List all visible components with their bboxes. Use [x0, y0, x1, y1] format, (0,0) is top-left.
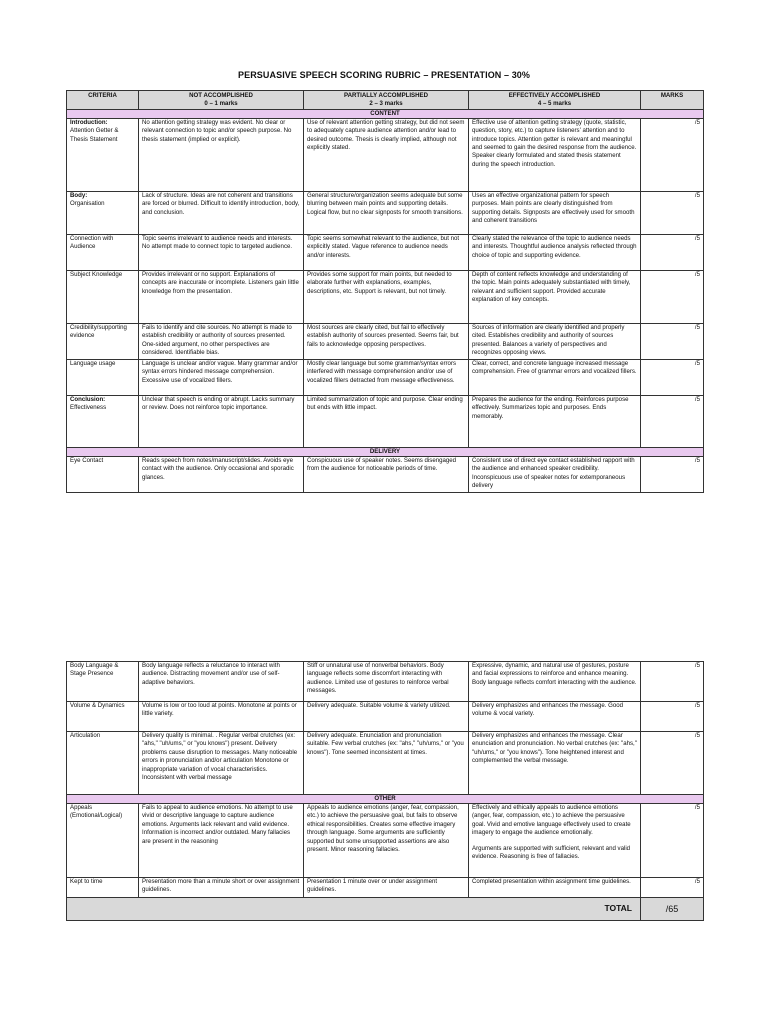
marks-cell: /5	[641, 359, 704, 395]
partially-accomplished-cell: Mostly clear language but some grammar/syntax errors interfered with message comprehension and/or use of vocalized fillers detracted from message effectiveness.	[304, 359, 469, 395]
effectively-accomplished-cell: Uses an effective organizational pattern for speech purposes. Main points are clearly distinguished from supporting details. Signposts are effectively used for smooth and coherent transitions	[469, 191, 641, 234]
effectively-accomplished-cell: Delivery emphasizes and enhances the message. Good volume & vocal variety.	[469, 702, 641, 732]
rubric-table-part-1	[66, 90, 704, 493]
criteria-cell	[67, 118, 139, 191]
partially-accomplished-cell: Limited summarization of topic and purpose. Clear ending but ends with little impact.	[304, 395, 469, 447]
section-row-content	[67, 109, 704, 118]
criteria-cell	[67, 191, 139, 234]
criteria-cell	[67, 395, 139, 447]
criteria-label: Attention Getter & Thesis Statement	[70, 127, 119, 143]
marks-cell: /5	[641, 234, 704, 270]
section-label-delivery: DELIVERY	[67, 447, 704, 456]
effectively-accomplished-marks: 4 – 5 marks	[537, 100, 572, 108]
not-accomplished-cell: Delivery quality is minimal. . Regular verbal crutches (ex: "ahs," "uh/ums," or "you knows") present. Delivery problems cause disruption to messages. Many noticeable errors in pronunciation and/or articulation Monotone or inappropriate variation of vocal characteristics. Inconsistent with verbal message	[139, 732, 304, 795]
marks-cell: /5	[641, 804, 704, 878]
partially-accomplished-cell: General structure/organization seems adequate but some blurring between main points and supporting details. Logical flow, but no clear signposts for smooth transitions.	[304, 191, 469, 234]
effectively-accomplished-label: EFFECTIVELY ACCOMPLISHED	[508, 92, 601, 99]
criteria-cell: Volume & Dynamics	[67, 702, 139, 732]
effectively-accomplished-cell: Sources of information are clearly identified and properly cited. Establishes credibility and authority of sources presented. Balances a variety of perspectives and recognizes opposing views.	[469, 323, 641, 359]
partially-accomplished-marks: 2 – 3 marks	[369, 100, 403, 108]
partially-accomplished-cell: Stiff or unnatural use of nonverbal behaviors. Body language reflects some discomfort interacting with audience. Limited use of gestures to reinforce verbal messages.	[304, 662, 469, 702]
criteria-cell: Credibility/supporting evidence	[67, 323, 139, 359]
table-row	[67, 359, 704, 395]
marks-cell: /5	[641, 270, 704, 323]
marks-cell: /5	[641, 878, 704, 898]
section-row-delivery	[67, 447, 704, 456]
not-accomplished-cell: Fails to identify and cite sources. No attempt is made to establish credibility or authority of sources presented. One-sided argument, no other perspectives are considered. Identifiable bias.	[139, 323, 304, 359]
table-row	[67, 732, 704, 795]
total-label: TOTAL	[67, 898, 641, 921]
effectively-accomplished-cell: Clearly stated the relevance of the topic to audience needs and interests. Thoughtful audience analysis reflected through choice of topic and supporting evidence.	[469, 234, 641, 270]
section-row-other	[67, 795, 704, 804]
marks-cell: /5	[641, 456, 704, 492]
criteria-header: CRITERIA	[67, 91, 139, 110]
not-accomplished-cell: Provides irrelevant or no support. Explanations of concepts are inaccurate or incomplete. Listeners gain little knowledge from the presentation.	[139, 270, 304, 323]
criteria-cell: Appeals (Emotional/Logical)	[67, 804, 139, 878]
criteria-heading: Conclusion:	[70, 395, 106, 403]
criteria-cell: Subject Knowledge	[67, 270, 139, 323]
total-value: /65	[641, 898, 704, 921]
header-row	[67, 91, 704, 110]
marks-cell: /5	[641, 395, 704, 447]
criteria-heading: Body:	[70, 191, 88, 199]
table-row	[67, 234, 704, 270]
effectively-accomplished-cell	[469, 804, 641, 878]
effectively-accomplished-header	[469, 91, 641, 110]
table-row	[67, 118, 704, 191]
table-row	[67, 270, 704, 323]
appeals-emotional-text: Effectively and ethically appeals to audience emotions (anger, fear, compassion, etc.) to achieve the persuasive goal. Vivid and emotive language effectively used to create imagery to engage the audience emotionally.	[472, 804, 631, 837]
not-accomplished-cell: Body language reflects a reluctance to interact with audience. Distracting movement and/or use of self-adaptive behaviors.	[139, 662, 304, 702]
criteria-label: Effectiveness	[70, 404, 107, 412]
criteria-cell: Body Language & Stage Presence	[67, 662, 139, 702]
partially-accomplished-cell: Use of relevant attention getting strategy, but did not seem to adequately capture audience attention and/or lead to desired outcome. Thesis is clearly implied, although not explicitly stated.	[304, 118, 469, 191]
section-label-other: OTHER	[67, 795, 704, 804]
partially-accomplished-cell: Delivery adequate. Suitable volume & variety utilized.	[304, 702, 469, 732]
rubric-table-part-2	[66, 661, 704, 921]
not-accomplished-cell: Volume is low or too loud at points. Monotone at points or little variety.	[139, 702, 304, 732]
not-accomplished-cell: Reads speech from notes/manuscript/slides. Avoids eye contact with the audience. Only occasional and sporadic glances.	[139, 456, 304, 492]
effectively-accomplished-cell: Delivery emphasizes and enhances the message. Clear enunciation and pronunciation. No verbal crutches (ex: "ahs," "uh/ums," or "you knows"). Tone heightened interest and complemented the verbal message.	[469, 732, 641, 795]
criteria-heading: Introduction:	[70, 118, 108, 126]
total-row	[67, 898, 704, 921]
not-accomplished-cell: Lack of structure. Ideas are not coherent and transitions are forced or blurred. Difficult to identify introduction, body, and conclusion.	[139, 191, 304, 234]
marks-cell: /5	[641, 662, 704, 702]
partially-accomplished-cell: Conspicuous use of speaker notes. Seems disengaged from the audience for noticeable periods of time.	[304, 456, 469, 492]
effectively-accomplished-cell: Consistent use of direct eye contact established rapport with the audience and enhanced speaker credibility. Inconspicuous use of speaker notes for extemporaneous delivery	[469, 456, 641, 492]
criteria-cell: Language usage	[67, 359, 139, 395]
criteria-cell: Articulation	[67, 732, 139, 795]
not-accomplished-cell: Presentation more than a minute short or over assignment guidelines.	[139, 878, 304, 898]
table-row	[67, 662, 704, 702]
partially-accomplished-cell: Topic seems somewhat relevant to the audience, but not explicitly stated. Vague reference to audience needs and/or interests.	[304, 234, 469, 270]
effectively-accomplished-cell: Clear, correct, and concrete language increased message comprehension. Free of grammar errors and vocalized fillers.	[469, 359, 641, 395]
marks-header: MARKS	[641, 91, 704, 110]
not-accomplished-label: NOT ACCOMPLISHED	[189, 92, 253, 99]
marks-cell: /5	[641, 702, 704, 732]
partially-accomplished-cell: Appeals to audience emotions (anger, fear, compassion, etc.) to achieve the persuasive goal, but fails to observe ethical responsibilities. Creates some effective imagery through language. Some arguments are sufficiently supported but some unsupported assertions are also present. Minor reasoning fallacies.	[304, 804, 469, 878]
not-accomplished-cell: Language is unclear and/or vague. Many grammar and/or syntax errors hindered message comprehension. Excessive use of vocalized fillers.	[139, 359, 304, 395]
effectively-accomplished-cell: Depth of content reflects knowledge and understanding of the topic. Main points adequately substantiated with timely, relevant and sufficient support. Provided accurate explanation of key concepts.	[469, 270, 641, 323]
marks-cell: /5	[641, 732, 704, 795]
rubric-title: PERSUASIVE SPEECH SCORING RUBRIC – PRESENTATION – 30%	[237, 70, 531, 80]
partially-accomplished-cell: Delivery adequate. Enunciation and pronunciation suitable. Few verbal crutches (ex: "ahs," "uh/ums," or "you knows"). Tone seemed inconsistent at times.	[304, 732, 469, 795]
effectively-accomplished-cell: Completed presentation within assignment time guidelines.	[469, 878, 641, 898]
table-row	[67, 878, 704, 898]
not-accomplished-header	[139, 91, 304, 110]
partially-accomplished-cell: Provides some support for main points, but needed to elaborate further with explanations, examples, descriptions, etc. Support is relevant, but not timely.	[304, 270, 469, 323]
criteria-cell: Connection with Audience	[67, 234, 139, 270]
marks-cell: /5	[641, 323, 704, 359]
section-label-content: CONTENT	[67, 109, 704, 118]
not-accomplished-cell: Fails to appeal to audience emotions. No attempt to use vivid or descriptive language to capture audience emotions. Arguments lack relevant and valid evidence. Information is incorrect and/or outdated. Many fallacies are present in the reasoning	[139, 804, 304, 878]
partially-accomplished-header	[304, 91, 469, 110]
criteria-label: Organisation	[70, 200, 105, 208]
table-row	[67, 804, 704, 878]
criteria-cell: Eye Contact	[67, 456, 139, 492]
criteria-cell: Kept to time	[67, 878, 139, 898]
table-row	[67, 702, 704, 732]
partially-accomplished-label: PARTIALLY ACCOMPLISHED	[344, 92, 428, 99]
table-row	[67, 191, 704, 234]
not-accomplished-cell: Unclear that speech is ending or abrupt. Lacks summary or review. Does not reinforce topic importance.	[139, 395, 304, 447]
effectively-accomplished-cell: Effective use of attention getting strategy (quote, statistic, question, story, etc.) to capture listeners' attention and to introduce topics. Attention getter is relevant and meaningful and seemed to gain the desired response from the audience. Speaker clearly formulated and stated thesis statement during the speech introduction.	[469, 118, 641, 191]
appeals-logical-text: Arguments are supported with sufficient, relevant and valid evidence. Reasoning is free of fallacies.	[472, 844, 631, 861]
partially-accomplished-cell: Most sources are clearly cited, but fail to effectively establish authority of sources presented. Seems fair, but fails to acknowledge opposing perspectives.	[304, 323, 469, 359]
table-row	[67, 456, 704, 492]
not-accomplished-cell: Topic seems irrelevant to audience needs and interests. No attempt made to connect topic to targeted audience.	[139, 234, 304, 270]
effectively-accomplished-cell: Prepares the audience for the ending. Reinforces purpose effectively. Summarizes topic and purposes. Ends memorably.	[469, 395, 641, 447]
table-row	[67, 395, 704, 447]
marks-cell: /5	[641, 191, 704, 234]
not-accomplished-cell: No attention getting strategy was evident. No clear or relevant connection to topic and/or speech purpose. No thesis statement (implied or explicit).	[139, 118, 304, 191]
partially-accomplished-cell: Presentation 1 minute over or under assignment guidelines.	[304, 878, 469, 898]
table-row	[67, 323, 704, 359]
not-accomplished-marks: 0 – 1 marks	[204, 100, 238, 108]
marks-cell: /5	[641, 118, 704, 191]
effectively-accomplished-cell: Expressive, dynamic, and natural use of gestures, posture and facial expressions to reinforce and enhance meaning. Body language reflects comfort interacting with the audience.	[469, 662, 641, 702]
